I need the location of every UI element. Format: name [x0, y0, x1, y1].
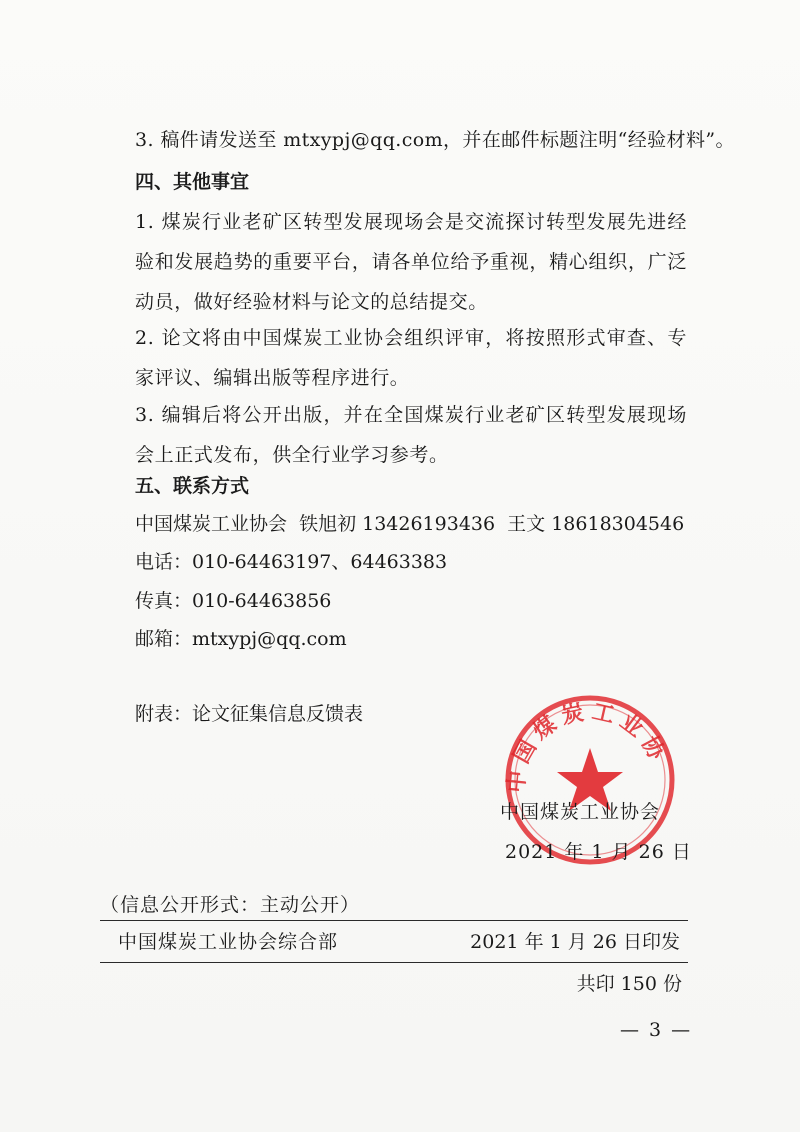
footer-issue-date: 2021 年 1 月 26 日印发 — [470, 931, 680, 953]
contact-people: 中国煤炭工业协会 铁旭初 13426193436 王文 18618304546 — [135, 513, 685, 535]
attachment-note: 附表：论文征集信息反馈表 — [135, 703, 364, 725]
submission-email-item: 3. 稿件请发送至 mtxypj@qq.com，并在邮件标题注明“经验材料”。 — [135, 129, 735, 151]
contact-email: 邮箱：mtxypj@qq.com — [135, 628, 347, 650]
page-number: — 3 — — [620, 1019, 693, 1041]
footer-issuer: 中国煤炭工业协会综合部 — [118, 931, 339, 953]
contact-fax: 传真：010-64463856 — [135, 590, 332, 612]
section-heading-other-matters: 四、其他事宜 — [135, 171, 250, 193]
disclosure-type: （信息公开形式：主动公开） — [100, 894, 361, 916]
footer-copies: 共印 150 份 — [576, 973, 682, 995]
other-matters-item-1: 1. 煤炭行业老矿区转型发展现场会是交流探讨转型发展先进经验和发展趋势的重要平台，请各单位给予重视，精心组织，广泛动员，做好经验材料与论文的总结提交。 — [135, 211, 687, 313]
signature-organization: 中国煤炭工业协会 — [500, 801, 661, 823]
other-matters-item-2: 2. 论文将由中国煤炭工业协会组织评审，将按照形式审查、专家评议、编辑出版等程序进行。 — [135, 327, 687, 389]
signature-date: 2021 年 1 月 26 日 — [505, 841, 692, 863]
section-heading-contact: 五、联系方式 — [135, 475, 250, 497]
footer-rule-top — [100, 920, 688, 921]
svg-text:中国煤炭工业协: 中国煤炭工业协 — [504, 699, 672, 794]
other-matters-item-3: 3. 编辑后将公开出版，并在全国煤炭行业老矿区转型发展现场会上正式发布，供全行业学习参考。 — [135, 404, 687, 466]
contact-phone: 电话：010-64463197、64463383 — [135, 551, 448, 573]
footer-rule-bottom — [100, 962, 688, 963]
